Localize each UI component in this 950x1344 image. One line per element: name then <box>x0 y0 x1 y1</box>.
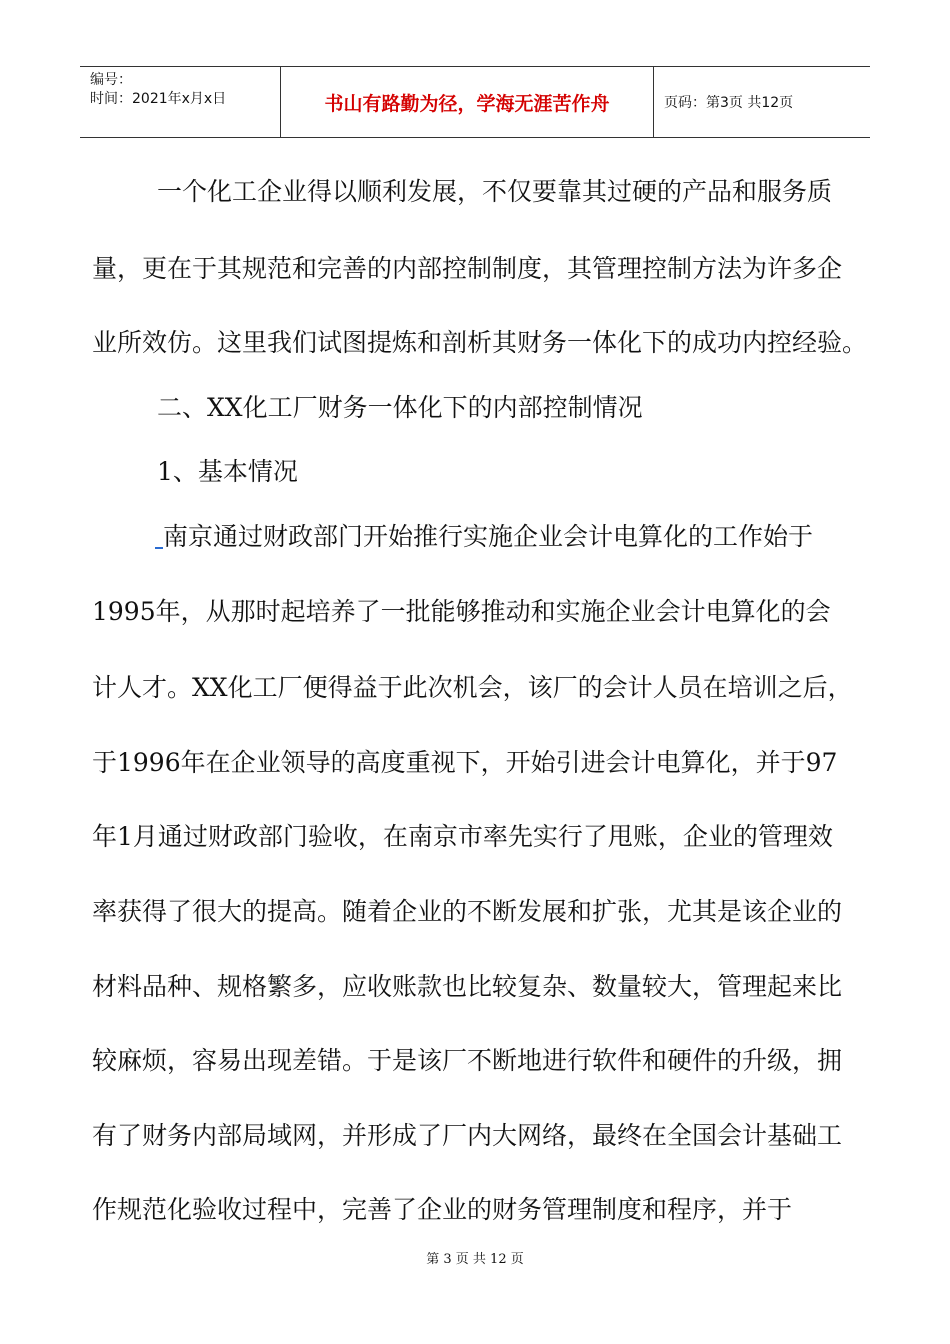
body-line: 率获得了很大的提高。随着企业的不断发展和扩张，尤其是该企业的 <box>92 897 843 926</box>
text-cursor <box>155 547 163 549</box>
body-line: 1995年，从那时起培养了一批能够推动和实施企业会计电算化的会 <box>92 597 831 626</box>
header-code-label: 编号： <box>90 72 132 88</box>
body-line: 年1月通过财政部门验收，在南京市率先实行了甩账，企业的管理效 <box>92 822 833 851</box>
header-motto: 书山有路勤为径，学海无涯苦作舟 <box>281 67 654 137</box>
body-line: 业所效仿。这里我们试图提炼和剖析其财务一体化下的成功内控经验。 <box>92 328 868 357</box>
subsection-heading: 1、基本情况 <box>157 457 298 486</box>
section-heading: 二、XX化工厂财务一体化下的内部控制情况 <box>157 393 643 422</box>
body-line: 较麻烦，容易出现差错。于是该厂不断地进行软件和硬件的升级，拥 <box>92 1046 843 1075</box>
page-footer: 第 3 页 共 12 页 <box>426 1252 524 1267</box>
document-header <box>80 66 870 138</box>
body-line: 一个化工企业得以顺利发展，不仅要靠其过硬的产品和服务质 <box>157 177 833 206</box>
body-line: 材料品种、规格繁多，应收账款也比较复杂、数量较大，管理起来比 <box>92 972 843 1001</box>
body-line: 作规范化验收过程中，完善了企业的财务管理制度和程序，并于 <box>92 1195 793 1224</box>
body-line: 南京通过财政部门开始推行实施企业会计电算化的工作始于 <box>163 522 814 551</box>
body-line: 于1996年在企业领导的高度重视下，开始引进会计电算化，并于97 <box>92 748 838 777</box>
body-line: 量，更在于其规范和完善的内部控制制度，其管理控制方法为许多企 <box>92 254 843 283</box>
header-time-label: 时间：2021年x月x日 <box>90 91 227 107</box>
header-meta <box>80 67 281 137</box>
header-page-info: 页码：第3页 共12页 <box>664 95 794 111</box>
body-line: 有了财务内部局域网，并形成了厂内大网络，最终在全国会计基础工 <box>92 1121 843 1150</box>
body-line: 计人才。XX化工厂便得益于此次机会，该厂的会计人员在培训之后， <box>92 673 853 702</box>
